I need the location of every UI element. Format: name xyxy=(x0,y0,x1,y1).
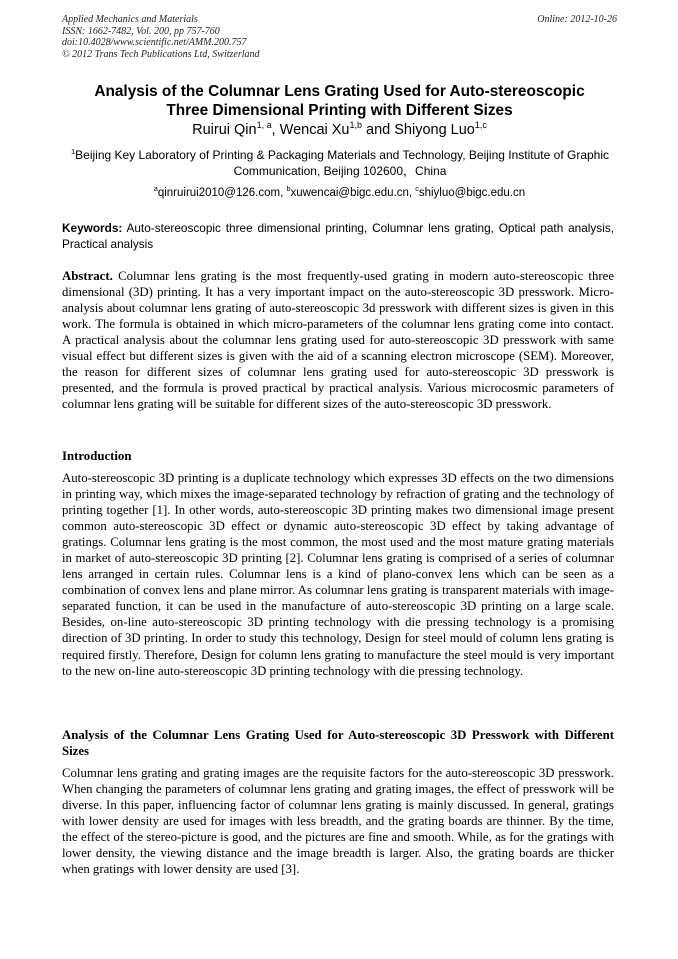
paper-title xyxy=(62,82,617,120)
analysis-heading: Analysis of the Columnar Lens Grating Used for Auto-stereoscopic 3D Presswork with Different Sizes xyxy=(62,728,614,758)
email-list xyxy=(62,186,617,201)
author-separator: and xyxy=(362,122,395,138)
affiliation-text: Beijing Key Laboratory of Printing & Packaging Materials and Technology, Beijing Institute of Graphic Communication, Beijing 102600，China xyxy=(75,148,609,178)
email-sup: c xyxy=(415,185,419,194)
keywords-text: Auto-stereoscopic three dimensional printing, Columnar lens grating, Optical path analysis, Practical analysis xyxy=(62,221,614,251)
affiliation-sup: 1 xyxy=(71,147,76,156)
title-line-2: Three Dimensional Printing with Different Sizes xyxy=(166,102,513,119)
abstract-label: Abstract. xyxy=(62,269,113,283)
author-name: Ruirui Qin xyxy=(192,122,257,138)
keywords-label: Keywords: xyxy=(62,221,123,235)
email-address: shiyluo@bigc.edu.cn xyxy=(418,187,526,199)
author-name: Wencai Xu xyxy=(279,122,350,138)
copyright-line: © 2012 Trans Tech Publications Ltd, Switzerland xyxy=(62,48,260,60)
doi-line: doi:10.4028/www.scientific.net/AMM.200.757 xyxy=(62,37,247,48)
email-address: qinruirui2010@126.com xyxy=(157,187,281,199)
email-sup: a xyxy=(153,185,158,194)
email-sup: b xyxy=(286,185,291,194)
issn-line: ISSN: 1662-7482, Vol. 200, pp 757-760 xyxy=(62,25,220,37)
introduction-heading: Introduction xyxy=(62,449,132,463)
abstract xyxy=(62,268,614,412)
online-date: Online: 2012-10-26 xyxy=(537,14,617,25)
analysis-paragraph: Columnar lens grating and grating images are the requisite factors for the auto-stereoscopic 3D presswork. When changing the parameters of columnar lens grating and grating images, the effect of presswork will be diverse. In this paper, influencing factor of columnar lens grating is mainly discussed. In general, gratings with lower density are used for images with less breadth, and the grating boards are thinner. By the time, the effect of the stereo-picture is good, and the pictures are fine and smooth. While, as for the gratings with lower density, the viewing distance and the image breadth is larger. Also, the grating boards are thicker when gratings with lower density are used [3]. xyxy=(62,766,614,877)
affiliation xyxy=(70,147,610,179)
abstract-text: Columnar lens grating is the most frequently-used grating in modern auto-stereoscopic three dimensional (3D) printing. It has a very important impact on the auto-stereoscopic 3D presswork. Micro-analysis about columnar lens grating of auto-stereoscopic 3d presswork with different sizes is given in this work. The formula is obtained in which micro-parameters of the columnar lens grating come into contact. A practical analysis about the columnar lens grating used for auto-stereoscopic 3D presswork with same visual effect but different sizes is given with the aid of a scanning electron microscope (SEM). Moreover, the reason for different sizes of columnar lens grating used for auto-stereoscopic 3D presswork is presented, and the formula is proved practical by practical analysis. Various microcosmic parameters of columnar lens grating will be suitable for different sizes of the auto-stereoscopic 3D presswork. xyxy=(62,269,614,412)
email-separator: , xyxy=(280,187,287,199)
author-sup: 1,c xyxy=(474,120,487,131)
author-separator: , xyxy=(271,122,280,138)
journal-header xyxy=(62,14,617,60)
author-name: Shiyong Luo xyxy=(394,122,475,138)
author-sup: 1, a xyxy=(256,120,272,131)
email-separator: , xyxy=(408,187,416,199)
title-line-1: Analysis of the Columnar Lens Grating Used for Auto-stereoscopic xyxy=(94,83,585,100)
keywords xyxy=(62,220,614,252)
introduction-paragraph: Auto-stereoscopic 3D printing is a duplicate technology which expresses 3D effects on the two dimensions in printing way, which mixes the image-separated technology by refraction of grating and the technology of printing together [1]. In other words, auto-stereoscopic 3D printing makes two dimensional image present common auto-stereoscopic 3D effect or dynamic auto-stereoscopic 3D effect by taking advantage of gratings. Columnar lens grating is the most common, the most used and the most mature grating materials in market of auto-stereoscopic 3D printing [2]. Columnar lens grating is comprised of a series of columnar lens arranged in certain rules. Columnar lens is a kind of plano-convex lens which can be seen as a combination of convex lens and plane mirror. As columnar lens grating is transparent materials with image-separated function, it can be used in the manufacture of auto-stereoscopic 3D printing on a large scale. Besides, on-line auto-stereoscopic 3D printing technology with die pressing technology is a promising direction of 3D printing. In order to study this technology, Design for steel mould of column lens grating is required firstly. Therefore, Design for column lens grating to manufacture the steel mould is very important to the new on-line auto-stereoscopic 3D printing technology with die pressing technology. xyxy=(62,471,614,678)
author-sup: 1,b xyxy=(349,120,362,131)
journal-name: Applied Mechanics and Materials xyxy=(62,14,198,25)
email-address: xuwencai@bigc.edu.cn xyxy=(290,187,409,199)
author-list xyxy=(62,121,617,139)
